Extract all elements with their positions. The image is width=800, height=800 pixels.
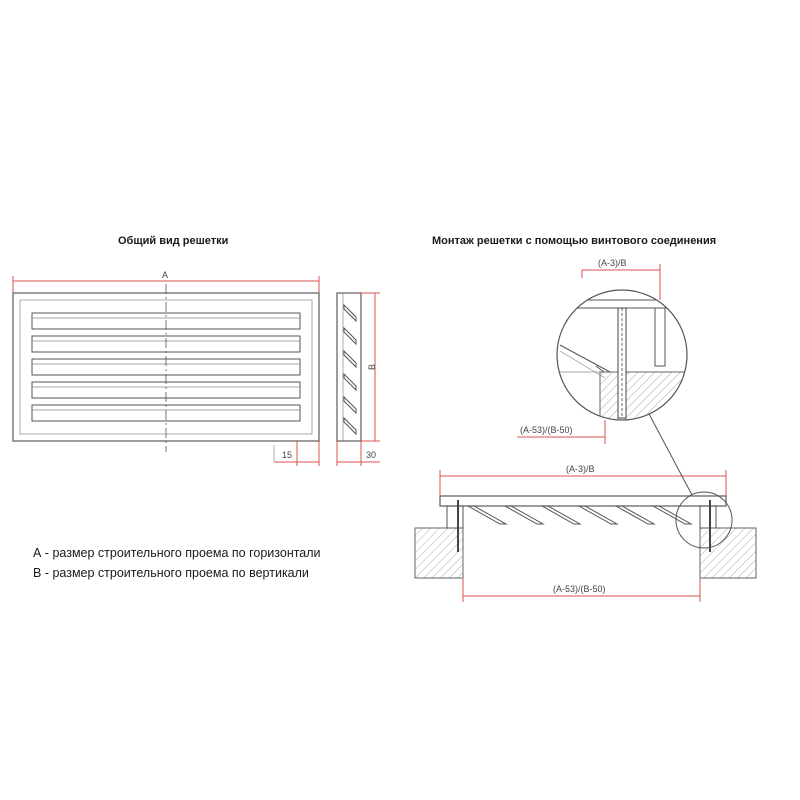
wall-right xyxy=(700,528,756,578)
detail-inner-label: (A-53)/(B-50) xyxy=(520,425,573,435)
detail-leader xyxy=(648,412,692,495)
dimension-b-label: B xyxy=(367,363,377,370)
mounted-grille-section xyxy=(440,496,726,552)
mount-bottom-dimension xyxy=(463,578,700,602)
grille-side-view xyxy=(337,293,361,441)
mounted-slats xyxy=(468,506,691,524)
mount-top-label: (A-3)/B xyxy=(566,464,595,474)
dimension-30-label: 30 xyxy=(366,450,377,460)
legend-a: А - размер строительного проема по горизонтали xyxy=(33,546,321,560)
general-view-title: Общий вид решетки xyxy=(118,235,229,247)
mounting-title: Монтаж решетки с помощью винтового соединения xyxy=(432,235,717,247)
dimension-a-label: A xyxy=(162,270,169,280)
mount-top-dimension xyxy=(440,464,726,496)
legend-b: В - размер строительного проема по вертикали xyxy=(33,566,309,580)
dimension-b xyxy=(361,293,380,441)
dimension-15-label: 15 xyxy=(282,450,293,460)
grille-front-view xyxy=(13,284,319,452)
dimension-15 xyxy=(274,441,319,466)
dimension-30 xyxy=(337,441,380,466)
wall-section xyxy=(415,528,756,578)
detail-top-label: (A-3)/B xyxy=(598,258,627,268)
side-slats xyxy=(344,305,356,434)
wall-left xyxy=(415,528,463,578)
detail-magnified-view xyxy=(548,290,690,432)
detail-inner-dimension xyxy=(517,420,605,444)
side-frame xyxy=(337,293,361,441)
mount-bottom-label: (A-53)/(B-50) xyxy=(553,584,606,594)
